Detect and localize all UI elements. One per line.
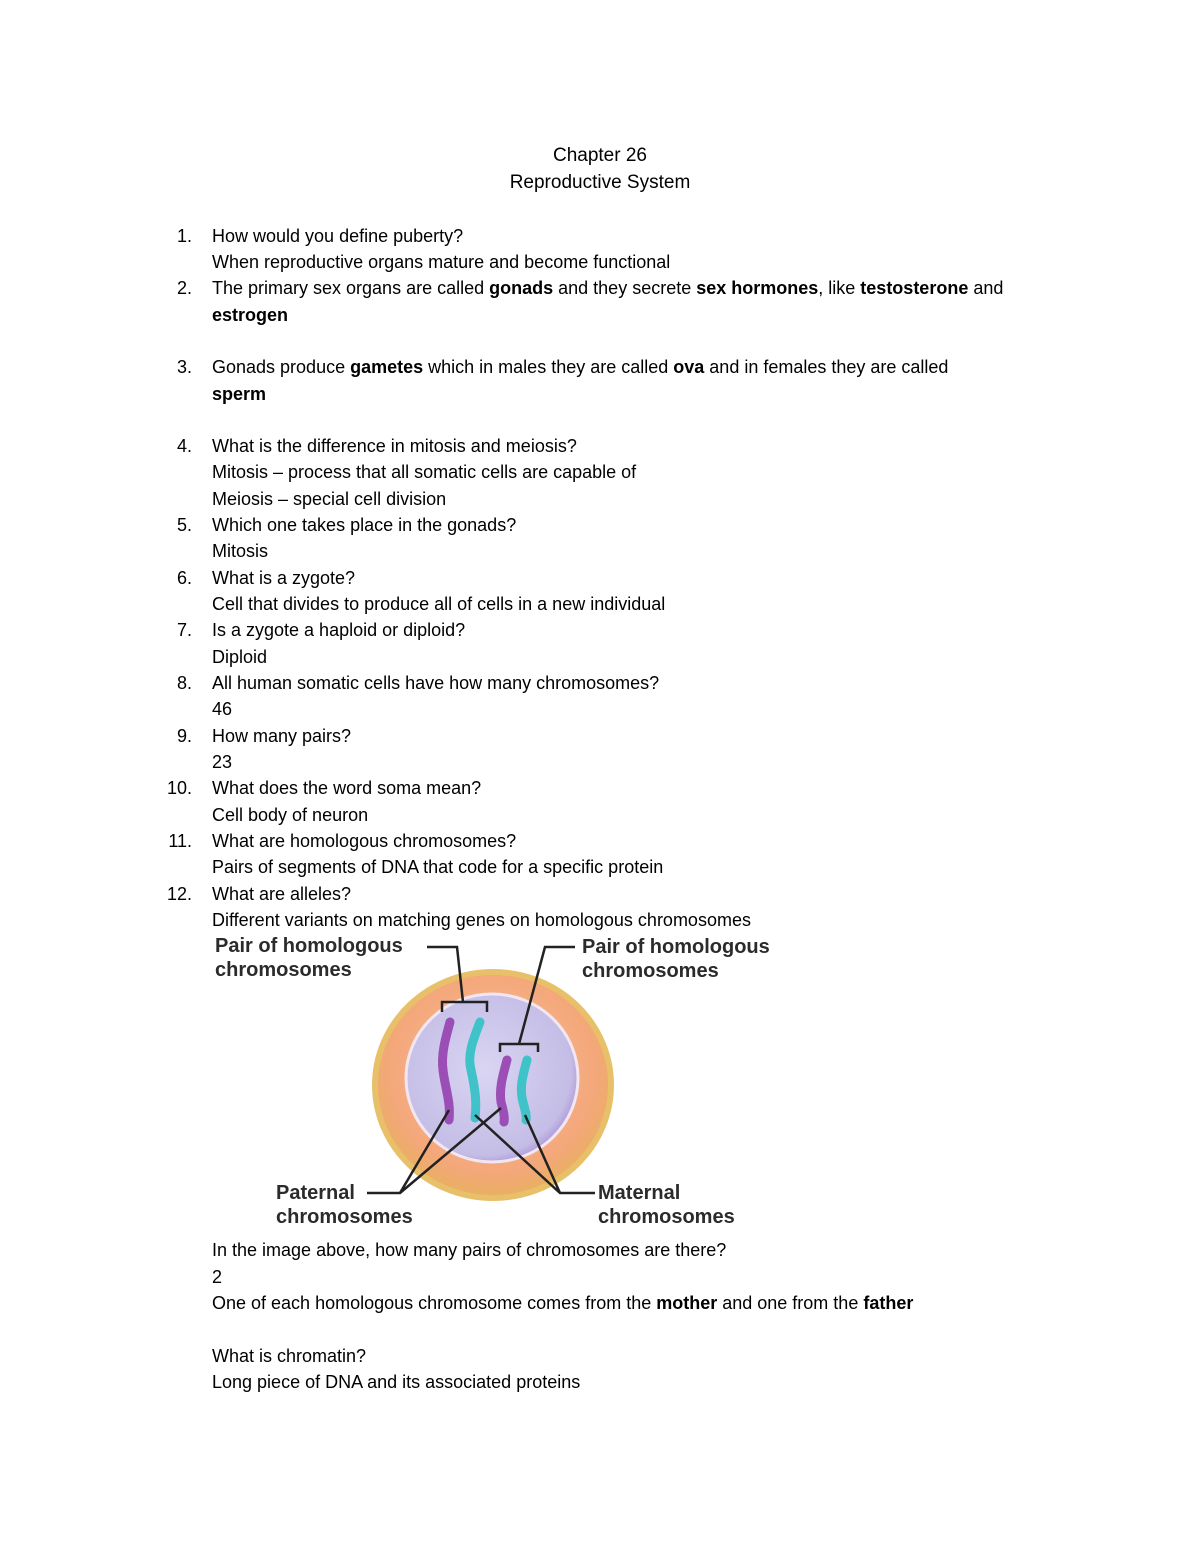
label-pair-homologous-right: Pair of homologous chromosomes [582,936,770,982]
document-page: Chapter 26 Reproductive System 1. How would you define puberty? When reproductive organs mature and become functional 2. The primary sex organs are called gonads and they secrete sex hormones, like testosterone and estrogen 3. Gonads produce gametes which in males they are called ova and in females they are called sperm 4. What is the difference in mitosis and meiosis? Mitosis – process that all somatic cells are capable of Meiosis – special cell division 5. Which one takes place in the gonads? Mitosis 6. What is a zygote? Cell that divides to produce all of cells in a new individual 7. Is a zygote a haploid or diploid? Diploid 8. All human somatic cells have how many chromosomes? 46 9. How many pairs? 23 10. What does the word soma mean? Cell body of neuron 11. What are homologous chromosomes? Pairs of segments of DNA that code for a specific protein 12. What are alleles? Different variants on matching genes on homologous chromosomes Pair of homologous chromosomes Pair of homologous chromosomes Paternal chromosomes Maternal chromosomes In the image above, how many pairs of chromosomes are there? 2 One of each homologous chromosome comes from the mother and one from the father What is chromatin? Long piece of DNA and its associated proteins [0,0,1200,1553]
label-paternal-chromosomes: Paternal chromosomes [276,1182,413,1228]
chapter-title: Chapter 26 [552,145,647,166]
label-pair-homologous-left: Pair of homologous chromosomes [215,935,403,981]
label-maternal-chromosomes: Maternal chromosomes [598,1182,735,1228]
chapter-subject: Reproductive System [509,172,691,193]
homologous-chromosomes-figure [205,930,805,1235]
